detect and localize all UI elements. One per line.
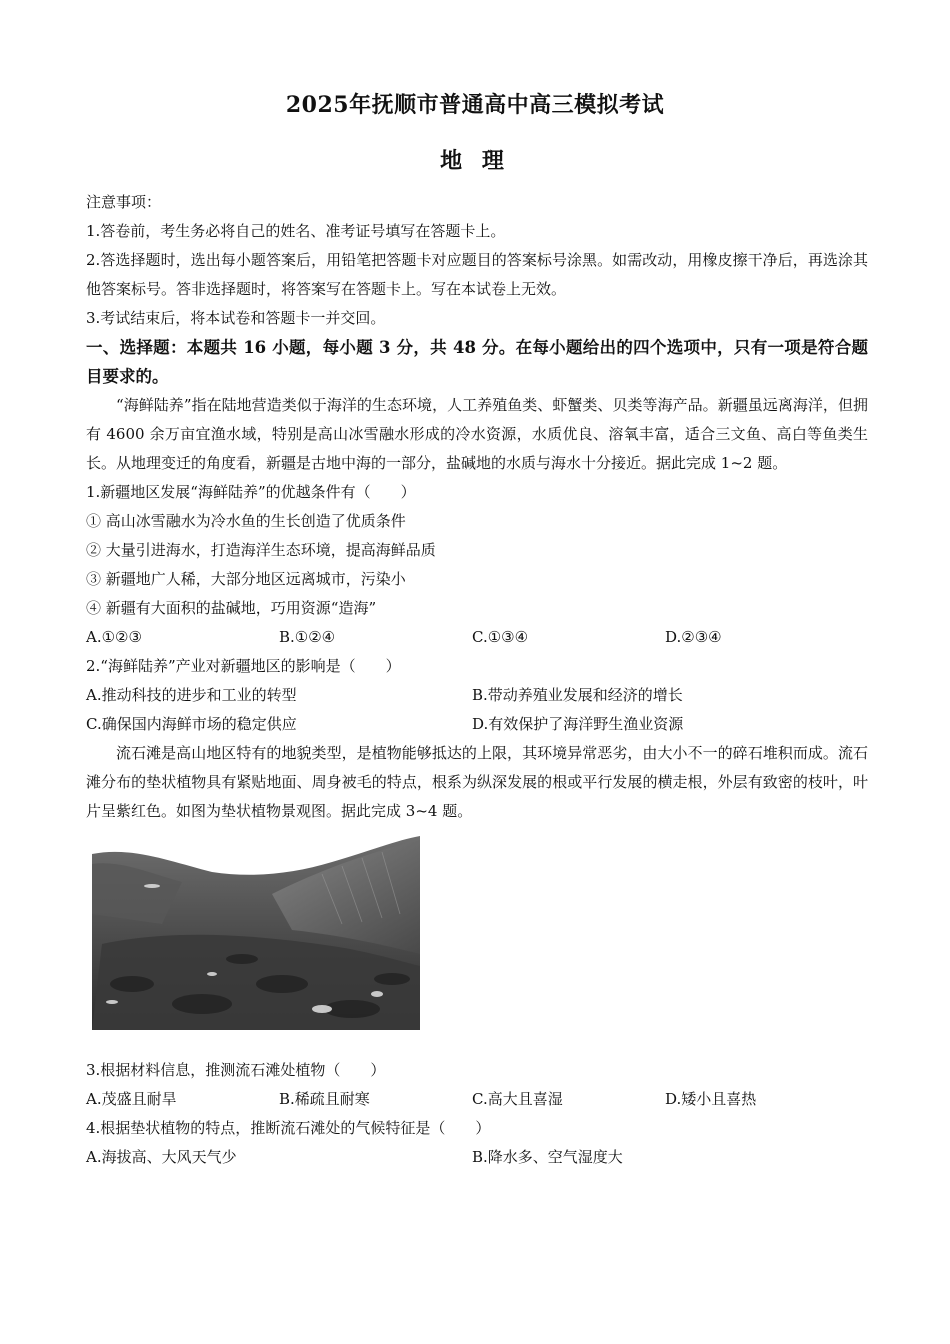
figure xyxy=(86,826,868,1056)
subject-title: 地 理 xyxy=(440,148,510,174)
option-c: C.确保国内海鲜市场的稳定供应 xyxy=(86,715,297,733)
option-d: D.矮小且喜热 xyxy=(665,1090,757,1108)
question-1-statement: ② 大量引进海水，打造海洋生态环境，提高海鲜品质 xyxy=(86,541,436,559)
passage-1: “海鲜陆养”指在陆地营造类似于海洋的生态环境，人工养殖鱼类、虾蟹类、贝类等海产品。新疆虽远离海洋，但拥有 4600 余万亩宜渔水域，特别是高山冰雪融水形成的冷水资源，水质优良、溶氧丰富，适合三文鱼、高白等鱼类生长。从地理变迁的角度看，新疆是古地中海的一部分，盐碱地的水质与海水十分接近。据此完成 1~2 题。 xyxy=(86,396,868,472)
section-heading: 一、选择题：本题共 16 小题，每小题 3 分，共 48 分。在每小题给出的四个选项中，只有一项是符合题目要求的。 xyxy=(86,338,868,386)
question-1-statement: ③ 新疆地广人稀，大部分地区远离城市，污染小 xyxy=(86,570,406,588)
option-b: B.带动养殖业发展和经济的增长 xyxy=(472,686,683,704)
exam-title: 2025年抚顺市普通高中高三模拟考试 xyxy=(285,92,665,118)
cushion-plant-landscape-photo xyxy=(92,834,420,1030)
option-c: C.①③④ xyxy=(472,628,529,646)
question-3-stem: 3.根据材料信息，推测流石滩处植物（ ） xyxy=(86,1061,386,1079)
question-1-stem: 1.新疆地区发展“海鲜陆养”的优越条件有（ ） xyxy=(86,483,416,501)
option-d: D.②③④ xyxy=(665,628,722,646)
option-a: A.①②③ xyxy=(86,628,142,646)
option-b: B.降水多、空气湿度大 xyxy=(472,1148,623,1166)
option-a: A.茂盛且耐旱 xyxy=(86,1090,177,1108)
option-a: A.推动科技的进步和工业的转型 xyxy=(86,686,297,704)
option-b: B.①②④ xyxy=(279,628,336,646)
notice-heading: 注意事项： xyxy=(86,193,162,211)
notice-item: 1.答卷前，考生务必将自己的姓名、准考证号填写在答题卡上。 xyxy=(86,222,506,240)
exam-content xyxy=(86,188,868,1172)
question-4-options xyxy=(86,1143,868,1172)
option-a: A.海拔高、大风天气少 xyxy=(86,1148,237,1166)
notice-item: 3.考试结束后，将本试卷和答题卡一并交回。 xyxy=(86,309,386,327)
option-d: D.有效保护了海洋野生渔业资源 xyxy=(472,715,684,733)
question-2-options xyxy=(86,681,868,710)
option-c: C.高大且喜湿 xyxy=(472,1090,563,1108)
question-1-options xyxy=(86,623,868,652)
question-1-statement: ④ 新疆有大面积的盐碱地，巧用资源“造海” xyxy=(86,599,377,617)
question-2-options xyxy=(86,710,868,739)
question-2-stem: 2.“海鲜陆养”产业对新疆地区的影响是（ ） xyxy=(86,657,401,675)
question-4-stem: 4.根据垫状植物的特点，推断流石滩处的气候特征是（ ） xyxy=(86,1119,491,1137)
passage-2: 流石滩是高山地区特有的地貌类型，是植物能够抵达的上限，其环境异常恶劣，由大小不一的碎石堆积而成。流石滩分布的垫状植物具有紧贴地面、周身被毛的特点，根系为纵深发展的根或平行发展的横走根，外层有致密的枝叶，叶片呈紫红色。如图为垫状植物景观图。据此完成 3~4 题。 xyxy=(86,744,868,820)
question-3-options xyxy=(86,1085,868,1114)
notice-item: 2.答选择题时，选出每小题答案后，用铅笔把答题卡对应题目的答案标号涂黑。如需改动，用橡皮擦干净后，再选涂其他答案标号。答非选择题时，将答案写在答题卡上。写在本试卷上无效。 xyxy=(86,251,868,298)
question-1-statement: ① 高山冰雪融水为冷水鱼的生长创造了优质条件 xyxy=(86,512,406,530)
option-b: B.稀疏且耐寒 xyxy=(279,1090,370,1108)
